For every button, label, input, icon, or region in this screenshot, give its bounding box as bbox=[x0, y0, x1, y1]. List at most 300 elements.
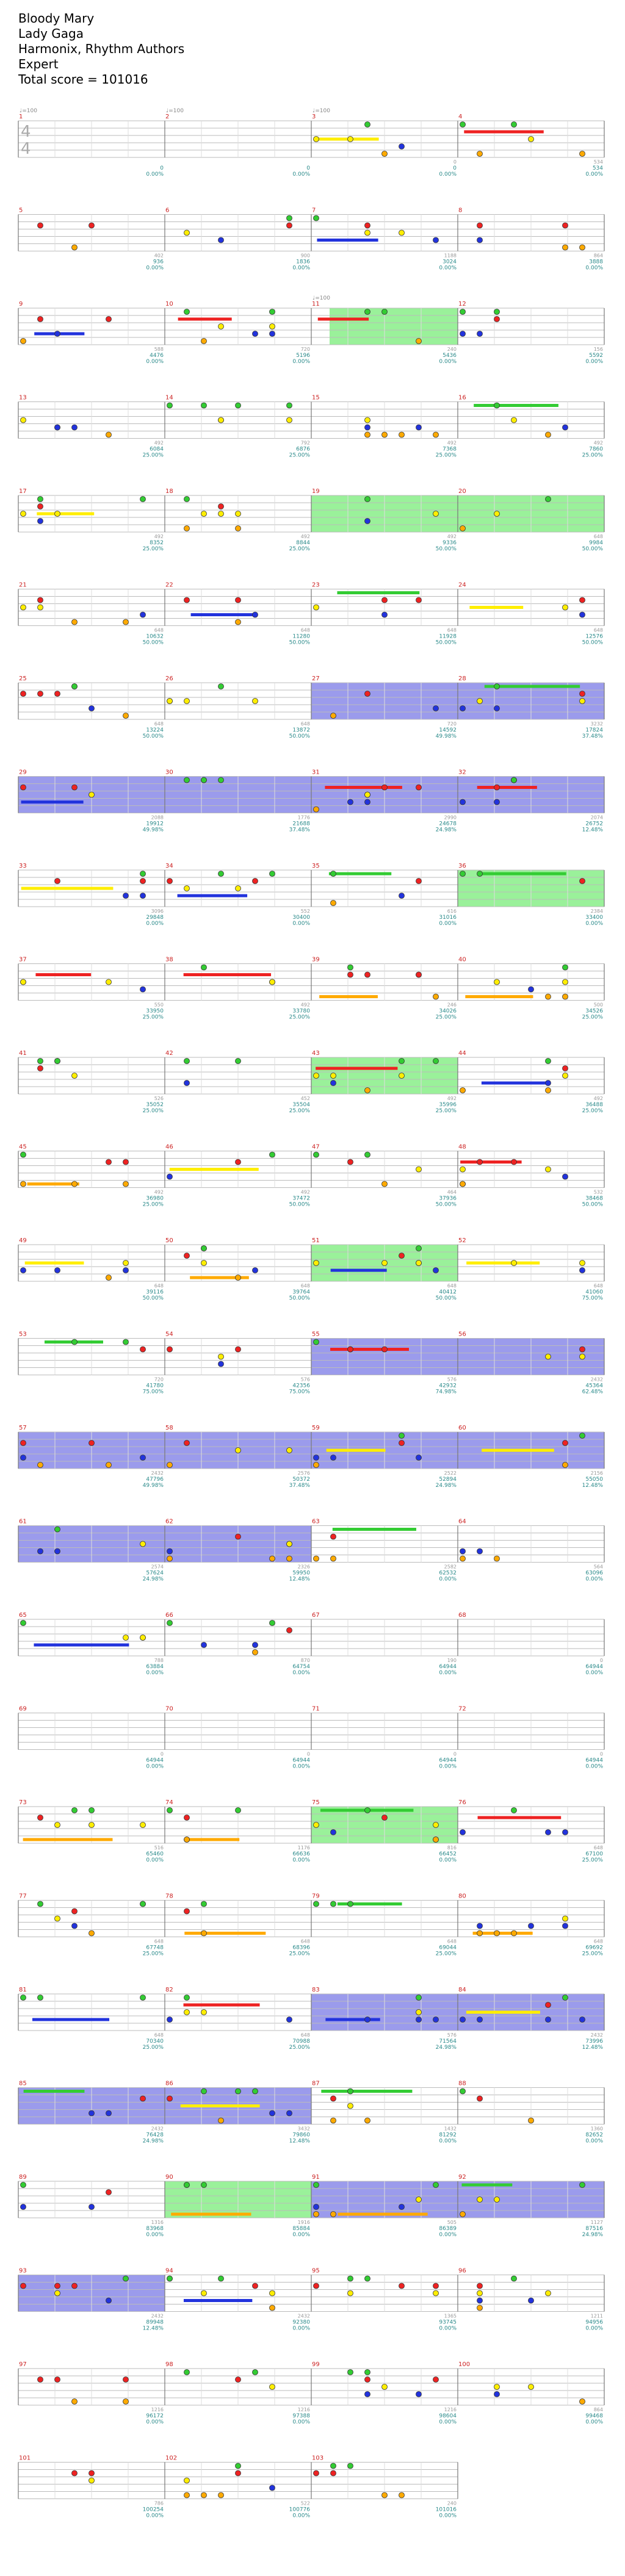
measure-score: 63096 bbox=[585, 1570, 603, 1577]
note bbox=[314, 1822, 319, 1828]
note bbox=[270, 1556, 275, 1561]
measure-percent: 50.00% bbox=[582, 639, 603, 646]
note bbox=[314, 2470, 319, 2476]
note bbox=[184, 777, 190, 783]
note bbox=[253, 612, 258, 617]
note bbox=[314, 1152, 319, 1157]
note bbox=[167, 2096, 173, 2101]
measure-score: 47796 bbox=[146, 1477, 164, 1483]
measure-percent: 25.00% bbox=[142, 2045, 164, 2051]
measure-number: 60 bbox=[458, 1425, 466, 1431]
note bbox=[460, 2212, 466, 2217]
measure-percent: 50.00% bbox=[289, 1201, 310, 1208]
measure-percent: 0.00% bbox=[292, 2325, 310, 2332]
measure-number: 56 bbox=[458, 1331, 466, 1338]
note bbox=[416, 1246, 422, 1251]
measure-ticks: 2326 bbox=[297, 1564, 310, 1570]
note bbox=[477, 2298, 483, 2303]
note bbox=[416, 2197, 422, 2203]
note bbox=[382, 612, 388, 617]
note bbox=[236, 1448, 241, 1453]
measure-percent: 0.00% bbox=[292, 2232, 310, 2238]
measure-number: 34 bbox=[165, 863, 173, 869]
measure-ticks: 492 bbox=[447, 534, 457, 539]
measure-ticks: 190 bbox=[447, 1658, 457, 1663]
note bbox=[184, 526, 190, 531]
measure-number: 31 bbox=[312, 769, 320, 776]
note bbox=[477, 871, 483, 877]
measure-percent: 75.00% bbox=[582, 1295, 603, 1301]
measure-ticks: 2432 bbox=[151, 2313, 164, 2319]
measure-score: 81292 bbox=[439, 2132, 457, 2139]
measure-percent: 25.00% bbox=[289, 452, 310, 459]
note bbox=[236, 619, 241, 625]
measure-percent: 0.00% bbox=[439, 2138, 457, 2145]
note bbox=[563, 1462, 568, 1468]
measure-ticks: 1365 bbox=[444, 2313, 457, 2319]
note bbox=[365, 1152, 370, 1157]
measure-score: 42932 bbox=[439, 1383, 457, 1389]
measure-score: 59950 bbox=[292, 1570, 310, 1577]
measure-percent: 0.00% bbox=[292, 1857, 310, 1863]
note bbox=[477, 699, 483, 704]
measure-score: 35996 bbox=[439, 1102, 457, 1108]
note bbox=[546, 497, 551, 502]
note bbox=[563, 1073, 568, 1079]
measure-number: 52 bbox=[458, 1237, 466, 1244]
note bbox=[236, 1534, 241, 1539]
note bbox=[365, 497, 370, 502]
note bbox=[184, 1815, 190, 1821]
measure-number: 41 bbox=[19, 1050, 27, 1057]
measure-ticks: 3432 bbox=[297, 2126, 310, 2132]
note bbox=[331, 1556, 336, 1561]
note bbox=[314, 1073, 319, 1079]
note bbox=[72, 1181, 78, 1187]
note bbox=[287, 2017, 292, 2023]
note bbox=[416, 2392, 422, 2397]
measure-number: 47 bbox=[312, 1143, 320, 1151]
note bbox=[270, 1621, 275, 1626]
note bbox=[348, 1347, 353, 1352]
total-score: Total score = 101016 bbox=[18, 72, 148, 87]
note bbox=[563, 1995, 568, 2001]
note bbox=[563, 1830, 568, 1835]
note bbox=[38, 519, 43, 524]
note bbox=[433, 432, 439, 437]
note bbox=[529, 1923, 534, 1929]
measure-score: 35504 bbox=[292, 1102, 310, 1108]
note bbox=[314, 2283, 319, 2289]
measure-ticks: 3232 bbox=[590, 721, 603, 727]
note bbox=[201, 2089, 207, 2094]
measure-number: 101 bbox=[19, 2455, 31, 2462]
measure-number: 90 bbox=[165, 2174, 173, 2181]
note bbox=[21, 691, 26, 697]
song-difficulty: Expert bbox=[18, 57, 59, 71]
note bbox=[399, 893, 405, 899]
measure-ticks: 2582 bbox=[444, 1564, 457, 1570]
note bbox=[511, 777, 517, 783]
measure-ticks: 648 bbox=[300, 721, 310, 727]
measure-percent: 75.00% bbox=[142, 1389, 164, 1395]
measure-score: 55050 bbox=[585, 1477, 603, 1483]
note bbox=[184, 1837, 190, 1843]
note bbox=[184, 597, 190, 603]
measure-score: 70340 bbox=[146, 2038, 164, 2045]
measure-ticks: 648 bbox=[593, 1845, 603, 1851]
measure-percent: 50.00% bbox=[582, 546, 603, 552]
measure-score: 71564 bbox=[439, 2038, 457, 2045]
note bbox=[416, 2010, 422, 2015]
measure-percent: 25.00% bbox=[289, 1108, 310, 1114]
note bbox=[477, 1923, 483, 1929]
note bbox=[38, 1901, 43, 1907]
note bbox=[21, 979, 26, 985]
measure-percent: 50.00% bbox=[289, 639, 310, 646]
note bbox=[314, 2212, 319, 2217]
note bbox=[494, 511, 500, 517]
note bbox=[270, 2305, 275, 2311]
note bbox=[140, 1635, 146, 1641]
note bbox=[494, 2392, 500, 2397]
measure-score: 12576 bbox=[585, 633, 603, 640]
note bbox=[184, 2492, 190, 2498]
note bbox=[21, 1995, 26, 2001]
measure-number: 100 bbox=[458, 2361, 471, 2368]
measure-score: 14592 bbox=[439, 727, 457, 733]
note bbox=[433, 237, 439, 243]
measure-number: 22 bbox=[165, 581, 173, 589]
measure-score: 87516 bbox=[585, 2226, 603, 2232]
note bbox=[365, 519, 370, 524]
note bbox=[348, 965, 353, 970]
measure-ticks: 464 bbox=[447, 1189, 457, 1195]
note bbox=[184, 699, 190, 704]
note bbox=[201, 2492, 207, 2498]
note bbox=[236, 526, 241, 531]
note bbox=[382, 1347, 388, 1352]
measure-number: 53 bbox=[19, 1331, 27, 1338]
measure-percent: 25.00% bbox=[142, 1951, 164, 1957]
note bbox=[219, 1361, 224, 1367]
measure-number: 48 bbox=[458, 1143, 466, 1151]
measure-number: 24 bbox=[458, 581, 466, 589]
note bbox=[314, 2182, 319, 2188]
note bbox=[416, 1455, 422, 1461]
measure-score: 52894 bbox=[439, 1477, 457, 1483]
measure-percent: 0.00% bbox=[439, 359, 457, 365]
measure-percent: 25.00% bbox=[582, 1951, 603, 1957]
measure-percent: 0.00% bbox=[585, 2325, 603, 2332]
note bbox=[365, 309, 370, 315]
note bbox=[236, 511, 241, 517]
measure-ticks: 792 bbox=[300, 440, 310, 446]
note bbox=[563, 1066, 568, 1071]
measure-score: 13872 bbox=[292, 727, 310, 733]
note bbox=[236, 1275, 241, 1281]
measure-score: 0 bbox=[160, 165, 164, 171]
note bbox=[184, 2010, 190, 2015]
measure-score: 98604 bbox=[439, 2413, 457, 2419]
note bbox=[399, 1253, 405, 1259]
measure-score: 64944 bbox=[146, 1757, 164, 1764]
note bbox=[123, 713, 129, 719]
measure-percent: 0.00% bbox=[439, 2419, 457, 2425]
note bbox=[55, 1916, 60, 1921]
measure-score: 33780 bbox=[292, 1008, 310, 1015]
measure-percent: 0.00% bbox=[439, 1576, 457, 1583]
note bbox=[236, 1347, 241, 1352]
note bbox=[433, 1268, 439, 1273]
note bbox=[529, 2298, 534, 2303]
note bbox=[270, 309, 275, 315]
solo-region bbox=[330, 308, 458, 345]
measure-score: 100254 bbox=[142, 2506, 164, 2513]
measure-percent: 24.98% bbox=[582, 2232, 603, 2238]
measure-ticks: 492 bbox=[447, 1096, 457, 1101]
measure-ticks: 648 bbox=[447, 1938, 457, 1945]
measure-number: 2 bbox=[165, 113, 170, 120]
note bbox=[365, 2017, 370, 2023]
note bbox=[477, 1549, 483, 1554]
measure-percent: 0.00% bbox=[439, 171, 457, 178]
note bbox=[494, 2197, 500, 2203]
measure-score: 13224 bbox=[146, 727, 164, 733]
note bbox=[123, 893, 129, 899]
measure-score: 50372 bbox=[292, 1477, 310, 1483]
measure-percent: 37.48% bbox=[289, 827, 310, 833]
measure-ticks: 492 bbox=[593, 440, 603, 446]
measure-ticks: 720 bbox=[300, 347, 310, 352]
measure-ticks: 720 bbox=[154, 1376, 164, 1383]
measure-number: 73 bbox=[19, 1799, 27, 1806]
measure-score: 33400 bbox=[585, 915, 603, 921]
note bbox=[477, 237, 483, 243]
note bbox=[72, 2470, 78, 2476]
measure-percent: 0.00% bbox=[585, 265, 603, 272]
note bbox=[106, 432, 112, 437]
measure-score: 83968 bbox=[146, 2226, 164, 2232]
note bbox=[511, 1261, 517, 1266]
measure-ticks: 576 bbox=[447, 2032, 457, 2038]
measure-score: 38468 bbox=[585, 1195, 603, 1202]
note bbox=[287, 215, 292, 221]
measure-ticks: 492 bbox=[154, 440, 164, 446]
note bbox=[382, 2492, 388, 2498]
measure-number: 13 bbox=[19, 394, 27, 401]
measure-percent: 0.00% bbox=[439, 921, 457, 927]
measure-percent: 25.00% bbox=[582, 1014, 603, 1021]
note bbox=[365, 691, 370, 697]
measure-percent: 0.00% bbox=[292, 359, 310, 365]
measure-number: 3 bbox=[312, 113, 316, 120]
note bbox=[580, 2399, 585, 2405]
measure-number: 37 bbox=[19, 956, 27, 963]
measure-number: 32 bbox=[458, 769, 466, 776]
measure-score: 67748 bbox=[146, 1945, 164, 1951]
measure-percent: 50.00% bbox=[435, 1201, 457, 1208]
measure-number: 16 bbox=[458, 394, 466, 401]
note bbox=[72, 684, 78, 689]
note bbox=[580, 699, 585, 704]
note bbox=[89, 1822, 95, 1828]
measure-ticks: 156 bbox=[593, 347, 603, 352]
measure-score: 24678 bbox=[439, 821, 457, 827]
note bbox=[201, 1642, 207, 1648]
measure-score: 30400 bbox=[292, 915, 310, 921]
note bbox=[529, 2384, 534, 2390]
measure-ticks: 648 bbox=[154, 1938, 164, 1945]
note bbox=[236, 2463, 241, 2469]
measure-number: 54 bbox=[165, 1331, 173, 1338]
measure-ticks: 516 bbox=[154, 1845, 164, 1851]
measure-ticks: 648 bbox=[593, 627, 603, 633]
measure-ticks: 402 bbox=[154, 253, 164, 259]
measure-score: 41060 bbox=[585, 1289, 603, 1295]
measure-ticks: 1176 bbox=[297, 1845, 310, 1851]
note bbox=[167, 403, 173, 408]
note bbox=[580, 1347, 585, 1352]
measure-number: 98 bbox=[165, 2361, 173, 2368]
note bbox=[433, 511, 439, 517]
note bbox=[287, 2110, 292, 2116]
measure-percent: 0.00% bbox=[146, 921, 164, 927]
measure-ticks: 2432 bbox=[590, 1376, 603, 1383]
note bbox=[219, 237, 224, 243]
measure-score: 69692 bbox=[585, 1945, 603, 1951]
note bbox=[348, 2370, 353, 2375]
note bbox=[184, 2478, 190, 2483]
measure-ticks: 1127 bbox=[590, 2220, 603, 2225]
note bbox=[365, 799, 370, 805]
measure-ticks: 552 bbox=[300, 908, 310, 914]
measure-score: 92380 bbox=[292, 2319, 310, 2326]
measure-ticks: 532 bbox=[593, 1189, 603, 1195]
note bbox=[348, 972, 353, 977]
measure-number: 81 bbox=[19, 1987, 27, 1993]
measure-score: 62532 bbox=[439, 1570, 457, 1577]
measure-score: 9336 bbox=[443, 540, 457, 546]
note bbox=[460, 309, 466, 315]
song-title: Bloody Mary bbox=[18, 11, 95, 26]
note bbox=[219, 871, 224, 877]
measure-percent: 25.00% bbox=[142, 1014, 164, 1021]
note bbox=[348, 2463, 353, 2469]
measure-ticks: 564 bbox=[593, 1564, 603, 1570]
measure-score: 97388 bbox=[292, 2413, 310, 2419]
note bbox=[55, 331, 60, 337]
measure-number: 86 bbox=[165, 2080, 173, 2087]
measure-percent: 75.00% bbox=[289, 1389, 310, 1395]
note bbox=[270, 979, 275, 985]
measure-number: 79 bbox=[312, 1893, 320, 1900]
bpm-marker: ♩=100 bbox=[312, 108, 330, 114]
note bbox=[201, 965, 207, 970]
note bbox=[494, 1556, 500, 1561]
measure-percent: 25.00% bbox=[435, 1951, 457, 1957]
note bbox=[167, 1621, 173, 1626]
measure-score: 64944 bbox=[585, 1757, 603, 1764]
measure-number: 80 bbox=[458, 1893, 466, 1900]
note bbox=[236, 1159, 241, 1165]
note bbox=[236, 403, 241, 408]
note bbox=[140, 1541, 146, 1547]
measure-ticks: 816 bbox=[447, 1845, 457, 1851]
measure-percent: 25.00% bbox=[142, 1108, 164, 1114]
note bbox=[236, 2470, 241, 2476]
note bbox=[433, 2017, 439, 2023]
measure-score: 76428 bbox=[146, 2132, 164, 2139]
measure-percent: 25.00% bbox=[289, 2045, 310, 2051]
note bbox=[331, 1534, 336, 1539]
measure-number: 77 bbox=[19, 1893, 27, 1900]
note bbox=[331, 713, 336, 719]
measure-number: 75 bbox=[312, 1799, 320, 1806]
note bbox=[253, 1650, 258, 1655]
measure-percent: 50.00% bbox=[142, 733, 164, 739]
note bbox=[236, 597, 241, 603]
measure-number: 58 bbox=[165, 1425, 173, 1431]
note bbox=[546, 432, 551, 437]
measure-number: 61 bbox=[19, 1518, 27, 1525]
measure-percent: 0.00% bbox=[292, 921, 310, 927]
measure-percent: 50.00% bbox=[142, 639, 164, 646]
measure-number: 7 bbox=[312, 207, 316, 214]
measure-ticks: 648 bbox=[154, 1283, 164, 1289]
measure-ticks: 492 bbox=[154, 1189, 164, 1195]
note bbox=[184, 2182, 190, 2188]
note bbox=[201, 1261, 207, 1266]
note bbox=[72, 1339, 78, 1345]
measure-number: 19 bbox=[312, 488, 320, 495]
note bbox=[365, 792, 370, 797]
measure-score: 39116 bbox=[146, 1289, 164, 1295]
measure-percent: 0.00% bbox=[585, 921, 603, 927]
note bbox=[433, 1822, 439, 1828]
note bbox=[314, 1261, 319, 1266]
note bbox=[21, 1455, 26, 1461]
measure-number: 96 bbox=[458, 2267, 466, 2275]
note bbox=[399, 1441, 405, 1446]
note bbox=[331, 1901, 336, 1907]
note bbox=[38, 691, 43, 697]
note bbox=[38, 497, 43, 502]
note bbox=[219, 504, 224, 509]
measure-number: 49 bbox=[19, 1237, 27, 1244]
note bbox=[106, 1275, 112, 1281]
note bbox=[314, 1556, 319, 1561]
measure-ticks: 870 bbox=[300, 1658, 310, 1663]
note bbox=[123, 2276, 129, 2281]
measure-ticks: 2074 bbox=[590, 815, 603, 821]
measure-percent: 50.00% bbox=[289, 733, 310, 739]
note bbox=[365, 2118, 370, 2123]
note bbox=[365, 972, 370, 977]
note bbox=[433, 2377, 439, 2383]
note bbox=[511, 2276, 517, 2281]
measure-ticks: 2574 bbox=[151, 1564, 164, 1570]
note bbox=[314, 215, 319, 221]
note bbox=[563, 994, 568, 999]
note bbox=[511, 1930, 517, 1936]
measure-score: 66636 bbox=[292, 1851, 310, 1857]
note bbox=[21, 1441, 26, 1446]
measure-ticks: 900 bbox=[300, 253, 310, 259]
measure-score: 6084 bbox=[150, 446, 164, 453]
measure-score: 7368 bbox=[443, 446, 457, 453]
measure-ticks: 1360 bbox=[590, 2126, 603, 2132]
